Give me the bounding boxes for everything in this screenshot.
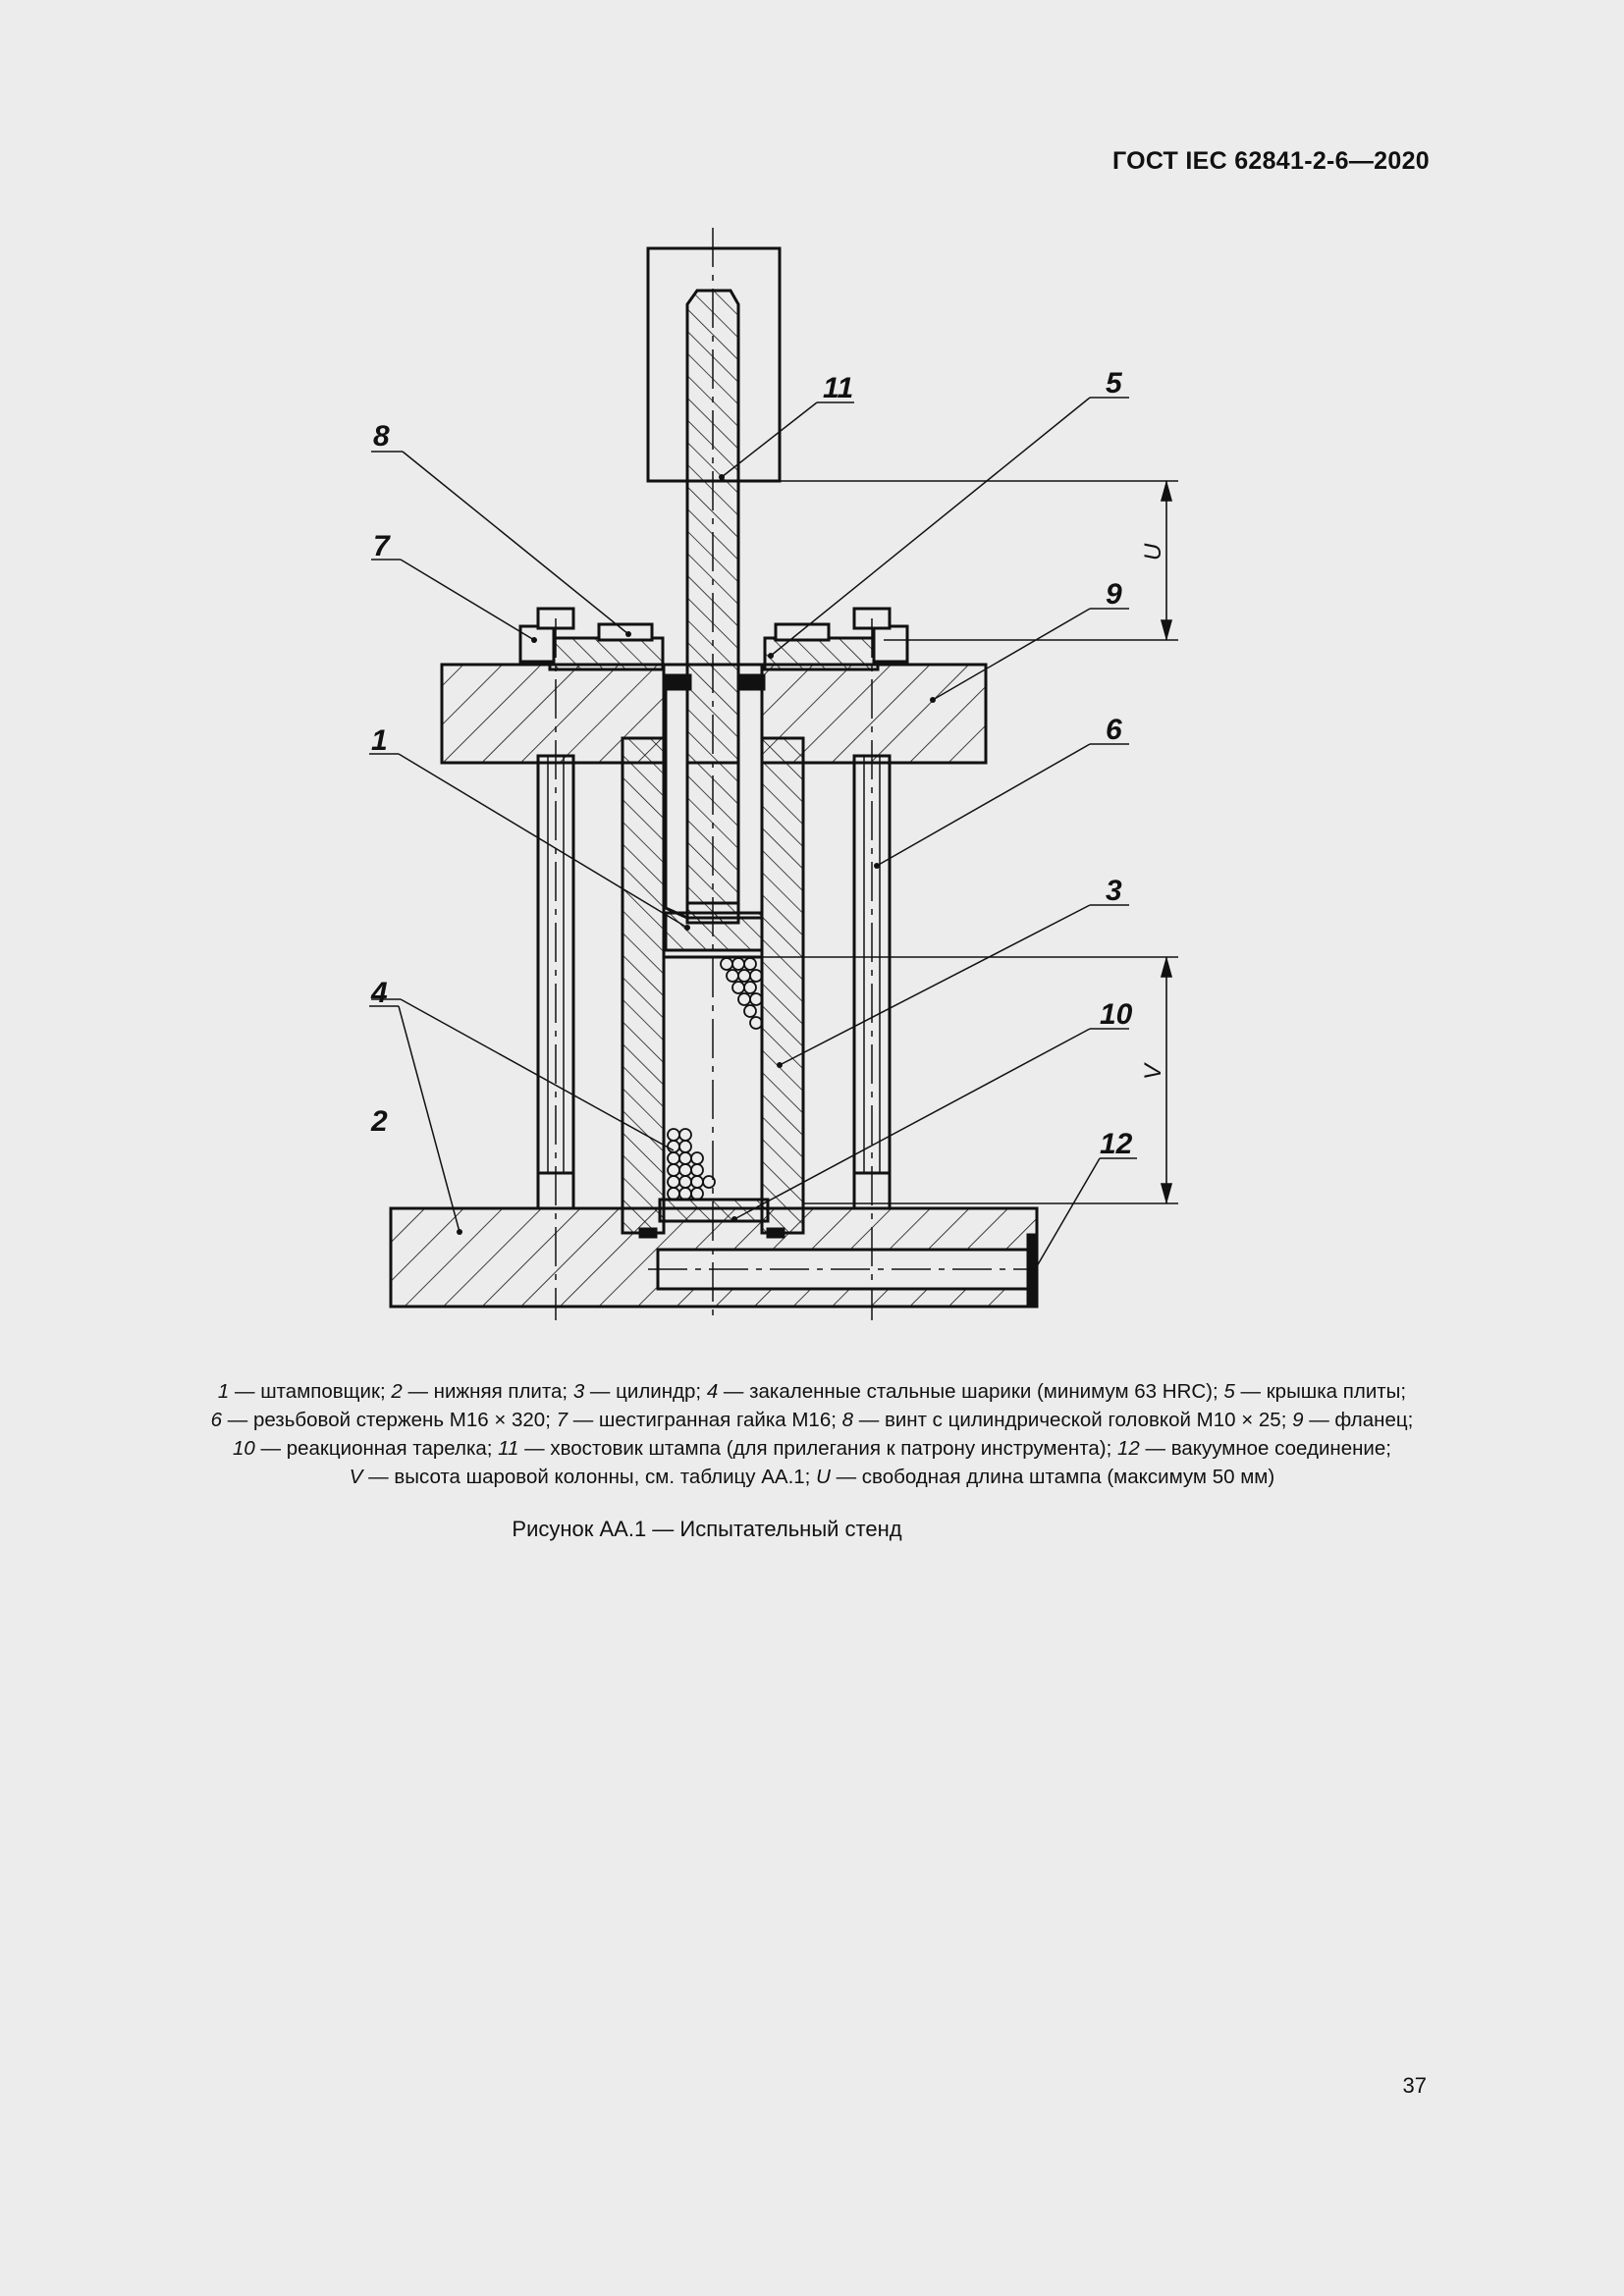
label-2: 2 [371,1105,388,1138]
cover-right [765,638,878,669]
label-3: 3 [1106,875,1122,907]
cylinder-right [762,738,803,1233]
document-header: ГОСТ IEC 62841-2-6—2020 [1111,147,1430,175]
legend-line: 10 — реакционная тарелка; 11 — хвостовик штампа (для прилегания к патрону инструмента); 12 — вакуумное соединение; [233,1437,1391,1460]
dim-v-label: V [1140,1063,1166,1080]
label-4: 4 [371,977,388,1009]
figure-legend [59,1377,1565,1491]
label-12: 12 [1100,1128,1133,1160]
steel-balls [668,958,762,1200]
figure-caption: Рисунок АА.1 — Испытательный стенд [512,1517,902,1541]
label-8: 8 [373,420,390,453]
cover-left [550,638,663,669]
cylinder-left [623,738,664,1233]
label-1: 1 [371,724,388,757]
label-5: 5 [1106,367,1122,400]
screw-right [776,624,829,640]
label-9: 9 [1106,578,1122,611]
nut-right [874,626,907,662]
nut-left [520,626,554,662]
label-10: 10 [1100,998,1133,1031]
legend-line: 1 — штамповщик; 2 — нижняя плита; 3 — цилиндр; 4 — закаленные стальные шарики (минимум 63 HRC); 5 — крышка плиты; [217,1380,1407,1403]
legend-line: V — высота шаровой колонны, см. таблицу АА.1; U — свободная длина штампа (максимум 50 мм) [349,1466,1275,1488]
page-number: 37 [1402,2073,1427,2098]
label-6: 6 [1106,714,1122,746]
legend-line: 6 — резьбовой стержень М16 × 320; 7 — шестигранная гайка М16; 8 — винт с цилиндрической головкой М10 × 25; 9 — фланец; [210,1409,1414,1431]
dim-u-label: U [1140,543,1166,561]
label-11: 11 [823,372,854,404]
label-7: 7 [373,530,390,562]
